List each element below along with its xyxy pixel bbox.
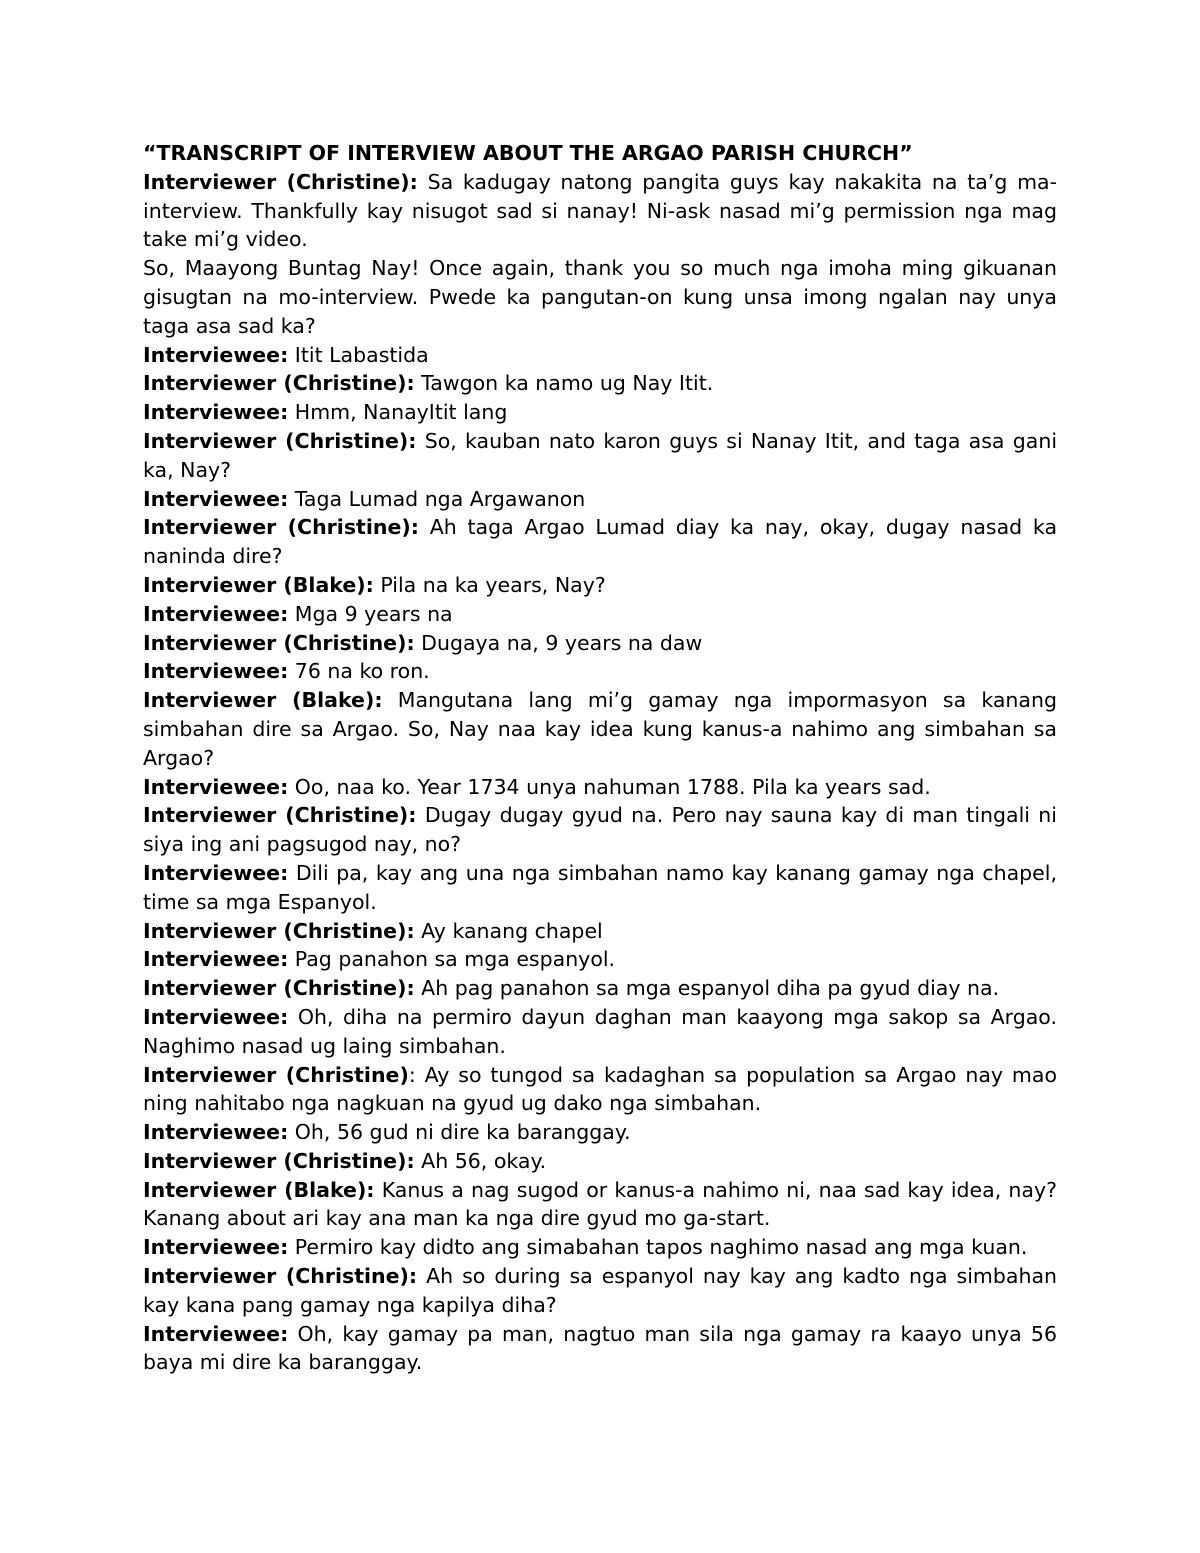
speaker-label: Interviewee: bbox=[143, 774, 289, 799]
utterance-text: Oh, 56 gud ni dire ka baranggay. bbox=[288, 1120, 631, 1145]
speaker-label: Interviewee: bbox=[143, 1235, 289, 1260]
transcript-paragraph bbox=[143, 1262, 1057, 1320]
transcript-paragraph bbox=[143, 1176, 1057, 1234]
utterance-text: Hmm, NanayItit lang bbox=[288, 400, 508, 425]
transcript-paragraph bbox=[143, 427, 1057, 485]
transcript-paragraph bbox=[143, 917, 1057, 946]
utterance-text: So, Maayong Buntag Nay! Once again, thank you so much nga imoha ming gikuanan gisugtan na mo-interview. Pwede ka pangutan-on kung unsa imong ngalan nay unya taga asa sad ka? bbox=[143, 256, 1057, 338]
utterance-text: Ay kanang chapel bbox=[414, 918, 603, 943]
transcript-paragraph bbox=[143, 686, 1057, 772]
utterance-text: Oh, kay gamay pa man, nagtuo man sila nga gamay ra kaayo unya 56 baya mi dire ka baranggay. bbox=[143, 1321, 1057, 1375]
speaker-label: Interviewer (Christine): bbox=[143, 918, 415, 943]
transcript-paragraph bbox=[143, 398, 1057, 427]
utterance-text: Kanus a nag sugod or kanus-a nahimo ni, naa sad kay idea, nay? Kanang about ari kay ana man ka nga dire gyud mo ga-start. bbox=[143, 1177, 1057, 1231]
speaker-label: Interviewer (Christine): bbox=[143, 428, 417, 453]
transcript-paragraph bbox=[143, 254, 1057, 340]
speaker-label: Interviewer (Christine): bbox=[143, 803, 417, 828]
utterance-text: Pila na ka years, Nay? bbox=[373, 572, 606, 597]
transcript-paragraph bbox=[143, 629, 1057, 658]
speaker-label: Interviewee: bbox=[143, 659, 289, 684]
speaker-label: Interviewee: bbox=[143, 947, 289, 972]
transcript-paragraph bbox=[143, 168, 1057, 254]
speaker-label: Interviewee: bbox=[143, 400, 289, 425]
utterance-text: Pag panahon sa mga espanyol. bbox=[288, 947, 616, 972]
utterance-text: Dugaya na, 9 years na daw bbox=[414, 630, 703, 655]
utterance-text: Ah pag panahon sa mga espanyol diha pa gyud diay na. bbox=[414, 976, 1000, 1001]
speaker-label: Interviewer (Blake): bbox=[143, 1177, 375, 1202]
speaker-label: Interviewer (Christine): bbox=[143, 976, 415, 1001]
utterance-text: Ah 56, okay. bbox=[414, 1148, 547, 1173]
utterance-text: Dili pa, kay ang una nga simbahan namo kay kanang gamay nga chapel, time sa mga Espanyol. bbox=[143, 860, 1057, 914]
utterance-text: Ah so during sa espanyol nay kay ang kadto nga simbahan kay kana pang gamay nga kapilya diha? bbox=[143, 1264, 1057, 1317]
transcript-paragraph bbox=[143, 657, 1057, 686]
utterance-text: Oo, naa ko. Year 1734 unya nahuman 1788. Pila ka years sad. bbox=[288, 774, 931, 799]
transcript-paragraph bbox=[143, 1320, 1057, 1378]
transcript-paragraph bbox=[143, 600, 1057, 629]
speaker-label: Interviewee: bbox=[143, 1120, 289, 1145]
speaker-label: Interviewee: bbox=[143, 342, 289, 367]
transcript-paragraph bbox=[143, 773, 1057, 802]
speaker-label: Interviewer (Blake): bbox=[143, 572, 374, 597]
transcript-paragraph bbox=[143, 485, 1057, 514]
transcript-paragraph bbox=[143, 859, 1057, 917]
document-title: “TRANSCRIPT OF INTERVIEW ABOUT THE ARGAO PARISH CHURCH” bbox=[143, 141, 913, 165]
speaker-label: Interviewer (Blake): bbox=[143, 688, 383, 713]
transcript-paragraph bbox=[143, 974, 1057, 1003]
transcript-paragraph bbox=[143, 1147, 1057, 1176]
transcript-paragraph bbox=[143, 341, 1057, 370]
speaker-label: Interviewee: bbox=[143, 486, 289, 511]
transcript-paragraph bbox=[143, 945, 1057, 974]
utterance-text: Itit Labastida bbox=[288, 342, 429, 367]
speaker-label: Interviewee: bbox=[143, 1321, 289, 1346]
speaker-label: Interviewee: bbox=[143, 860, 289, 885]
utterance-text: 76 na ko ron. bbox=[288, 659, 430, 684]
transcript-paragraph bbox=[143, 571, 1057, 600]
utterance-text: Taga Lumad nga Argawanon bbox=[288, 486, 586, 511]
transcript-paragraph bbox=[143, 1118, 1057, 1147]
utterance-text: Dugay dugay gyud na. Pero nay sauna kay di man tingali ni siya ing ani pagsugod nay, no? bbox=[143, 803, 1057, 857]
transcript-paragraph bbox=[143, 801, 1057, 859]
speaker-label: Interviewee: bbox=[143, 1004, 289, 1029]
utterance-text: Ah taga Argao Lumad diay ka nay, okay, dugay nasad ka naninda dire? bbox=[143, 515, 1058, 569]
speaker-label: Interviewer (Christine): bbox=[143, 515, 419, 540]
speaker-label: Interviewer (Christine): bbox=[143, 1148, 415, 1173]
transcript-paragraph bbox=[143, 1061, 1057, 1119]
utterance-text: Oh, diha na permiro dayun daghan man kaayong mga sakop sa Argao. Naghimo nasad ug laing simbahan. bbox=[143, 1004, 1057, 1058]
utterance-text: : Ay so tungod sa kadaghan sa population sa Argao nay mao ning nahitabo nga nagkuan na gyud ug dako nga simbahan. bbox=[143, 1062, 1057, 1116]
speaker-label: Interviewer (Christine): bbox=[143, 371, 415, 396]
utterance-text: Mangutana lang mi’g gamay nga impormasyon sa kanang simbahan dire sa Argao. So, Nay naa kay idea kung kanus-a nahimo ang simbahan sa Argao? bbox=[143, 688, 1057, 770]
utterance-text: Permiro kay didto ang simabahan tapos naghimo nasad ang mga kuan. bbox=[288, 1235, 1028, 1260]
speaker-label: Interviewer (Christine): bbox=[143, 1264, 418, 1289]
transcript-paragraph bbox=[143, 1233, 1057, 1262]
speaker-label: Interviewer (Christine) bbox=[143, 1062, 409, 1087]
document-page bbox=[143, 139, 1057, 1377]
utterance-text: Sa kadugay natong pangita guys kay nakakita na ta’g ma-interview. Thankfully kay nisugot sad si nanay! Ni-ask nasad mi’g permission nga mag take mi’g video. bbox=[143, 169, 1057, 252]
transcript-paragraph bbox=[143, 1003, 1057, 1061]
utterance-text: Tawgon ka namo ug Nay Itit. bbox=[414, 371, 714, 396]
transcript-body bbox=[143, 168, 1057, 1377]
utterance-text: So, kauban nato karon guys si Nanay Itit, and taga asa gani ka, Nay? bbox=[143, 428, 1058, 482]
speaker-label: Interviewee: bbox=[143, 601, 289, 626]
speaker-label: Interviewer (Christine): bbox=[143, 630, 415, 655]
transcript-paragraph bbox=[143, 369, 1057, 398]
utterance-text: Mga 9 years na bbox=[288, 601, 453, 626]
transcript-paragraph bbox=[143, 513, 1057, 571]
speaker-label: Interviewer (Christine): bbox=[143, 169, 418, 194]
